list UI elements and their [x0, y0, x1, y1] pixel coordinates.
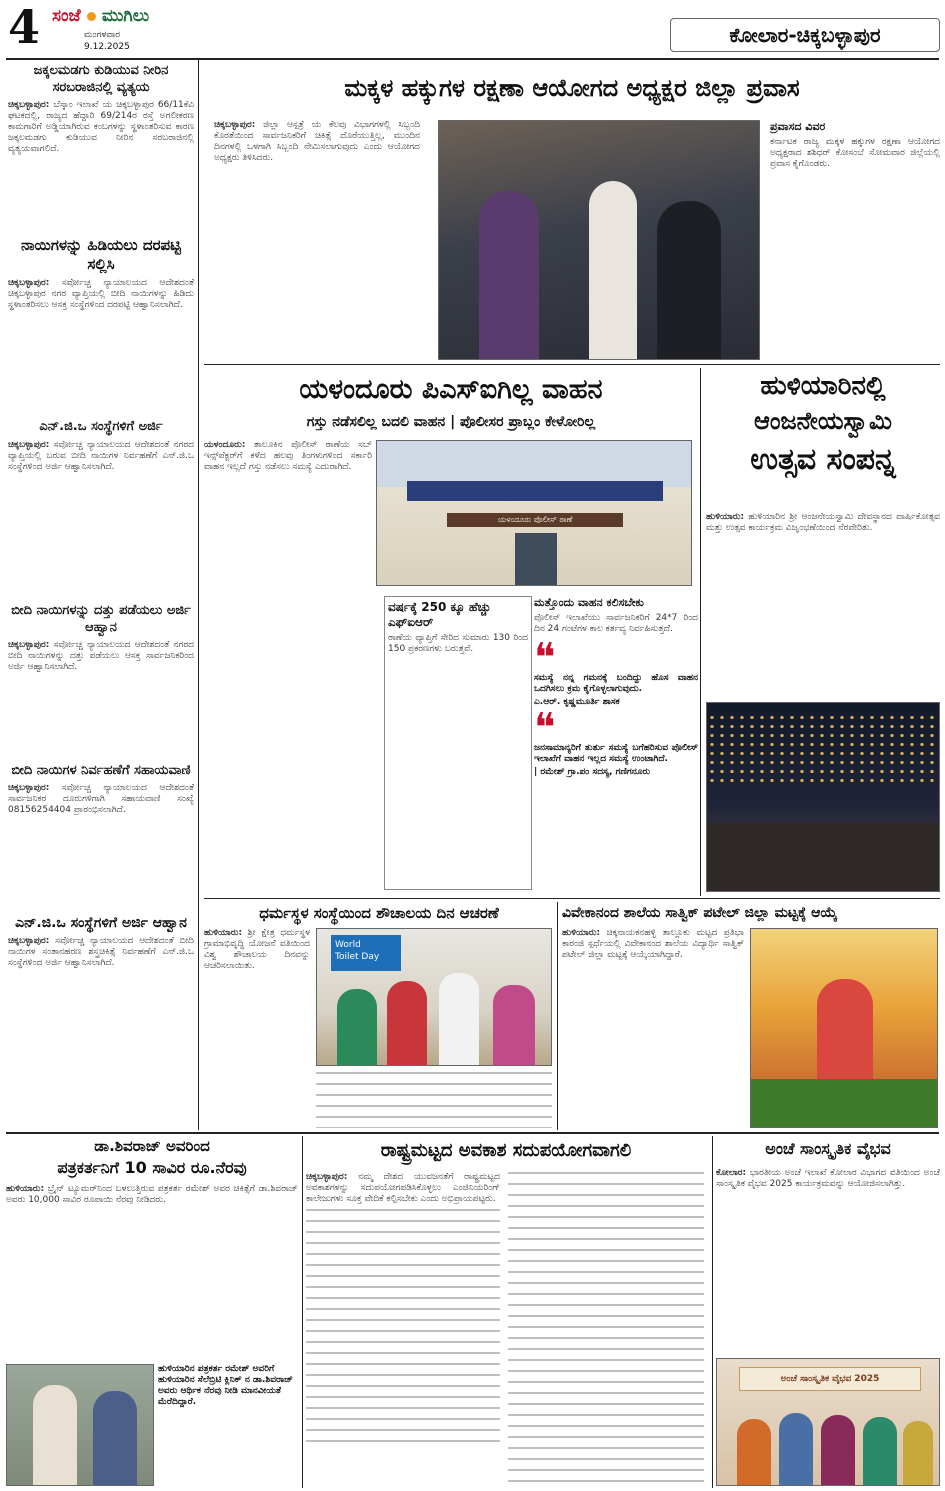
lower-rule [6, 1132, 939, 1134]
national-col-2 [508, 1172, 704, 1486]
person-figure [737, 1419, 771, 1486]
left-story-1-lead: ಬೆಸ್ಕಾಂ ಇಲಾಖೆ ಯ ಚಿಕ್ಕಬಳ್ಳಾಪುರ 66/11ಕೆವಿ ಘಟಕದಲ್ಲಿ, ರಾಜ್ಯದ ಹೆದ್ದಾರಿ 69/214ರ ರಸ್ತೆ ಅಗಲೀಕರಣ ಕಾಮಗಾರಿಗೆ ಅಡ್ಡಿಯಾಗಿರುವ ಕಂಬಗಳನ್ನು ಸ್ಥಳಾಂತರಿಸುವ ಕಾರಣ ಜಕ್ಕಲಮಡಗು ಕುಡಿಯುವ ನೀರಿನ ಸರಬರಾಜಿನಲ್ಲಿ ವ್ಯತ್ಯಯವಾಗಲಿದೆ. [8, 100, 194, 154]
left-story-5-headline: ಬೀದಿ ನಾಯಿಗಳ ನಿರ್ವಹಣೆಗೆ ಸಹಾಯವಾಣಿ [11, 763, 191, 778]
yelandur-box-1-text: ಠಾಣೆಯ ವ್ಯಾಪ್ತಿಗೆ ಸೇರಿದ ಸುಮಾರು 130 ರಿಂದ 150 ಪ್ರಕರಣಗಳು ಬರುತ್ತವೆ. [388, 633, 528, 654]
lead-dateline: ಚಿಕ್ಕಬಳ್ಳಾಪುರ: [214, 120, 256, 130]
yelandur-box-2 [534, 596, 698, 892]
left-story-1-headline: ಜಕ್ಕಲಮಡಗು ಕುಡಿಯುವ ನೀರಿನ ಸರಬರಾಜಿನಲ್ಲಿ ವ್ಯತ್ಯಯ [33, 63, 169, 95]
culture-banner: ಅಂಚೆ ಸಾಂಸ್ಕೃತಿಕ ವೈಭವ 2025 [739, 1367, 921, 1391]
lead-sidebar-text: ಕರ್ನಾಟಕ ರಾಜ್ಯ ಮಕ್ಕಳ ಹಕ್ಕುಗಳ ರಕ್ಷಣಾ ಆಯೋಗದ ಅಧ್ಯಕ್ಷರಾದ ಶಶಿಧರ್ ಕೋಸಂಬೆ ಸೋಮವಾರ ಜಿಲ್ಲೆಯಲ್ಲಿ ಪ್ರವಾಸ ಕೈಗೊಂಡರು. [770, 137, 940, 169]
vivekananda-body [562, 928, 744, 1128]
lead-headline: ಮಕ್ಕಳ ಹಕ್ಕುಗಳ ರಕ್ಷಣಾ ಆಯೋಗದ ಅಧ್ಯಕ್ಷರ ಜಿಲ್ಲಾ ಪ್ರವಾಸ [344, 74, 800, 102]
huliyar-story [706, 368, 940, 896]
police-station-photo [376, 440, 692, 586]
lead-sidebar [770, 120, 940, 360]
section-label: ಕೋಲಾರ-ಚಿಕ್ಕಬಳ್ಳಾಪುರ [670, 18, 940, 52]
left-story-5-body [8, 783, 194, 816]
left-story-6 [8, 914, 194, 1124]
left-story-5-dateline: ಚಿಕ್ಕಬಳ್ಳಾಪುರ: [8, 783, 50, 793]
person-figure [863, 1417, 897, 1486]
lead-bottom-rule [204, 364, 940, 365]
person-figure [821, 1415, 855, 1486]
crowd-figure [657, 201, 721, 360]
logo-right: ಮುಗಿಲು [101, 6, 150, 26]
yelandur-box-2-text: ಪೊಲೀಸ್ ಇಲಾಖೆಯು ಸಾರ್ವಜನಿಕರಿಗೆ 24*7 ರಿಂದ ದಿನ 24 ಗಂಟೆಗಳ ಕಾಲ ಕರ್ತವ್ಯ ನಿರ್ವಹಿಸುತ್ತದೆ. [534, 613, 698, 634]
shivaraj-lead: ಬ್ರೈನ್ ಟ್ಯೂಮರ್‌ನಿಂದ ಬಳಲುತ್ತಿರುವ ಪತ್ರಕರ್ತ ರಮೇಶ್ ಅವರ ಚಿಕಿತ್ಸೆಗೆ ಡಾ.ಶಿವರಾಜ್ ಅವರು 10,000 ಸಾವಿರ ರೂಪಾಯಿ ನೆರವು ನೀಡಿದರು. [6, 1184, 298, 1205]
national-body [306, 1172, 500, 1486]
left-story-3-body [8, 440, 194, 473]
left-story-4-headline: ಬೀದಿ ನಾಯಿಗಳನ್ನು ದತ್ತು ಪಡೆಯಲು ಅರ್ಜಿ ಆಹ್ವಾನ [11, 603, 191, 635]
culture-body [716, 1168, 940, 1354]
banner-line-1: World [335, 940, 361, 950]
person-figure [337, 989, 377, 1066]
left-story-6-lead: ಸರ್ವೋಚ್ಚ ನ್ಯಾಯಾಲಯದ ಆದೇಶದಂತೆ ಬೀದಿ ನಾಯಿಗಳ ಸಂತಾನಹರಣ ಶಸ್ತ್ರಚಿಕಿತ್ಸೆ ನಿರ್ವಹಣೆಗೆ ಎನ್.ಜಿ.ಒ ಸಂಸ್ಥೆಗಳಿಂದ ಅರ್ಜಿ ಆಹ್ವಾನಿಸಲಾಗಿದೆ. [8, 936, 194, 968]
shivaraj-dateline: ಹುಳಿಯಾರು: [6, 1184, 45, 1194]
left-story-1-body [8, 100, 194, 155]
shivaraj-body [6, 1184, 298, 1314]
dharmasthala-text-block [316, 1072, 552, 1128]
left-column-rule [198, 60, 199, 1130]
left-story-3-dateline: ಚಿಕ್ಕಬಳ್ಳಾಪುರ: [8, 440, 50, 450]
yelandur-quote-2: ಜನಸಾಮಾನ್ಯರಿಗೆ ತುರ್ತು ಸಮಸ್ಯೆ ಬಗೆಹರಿಸುವ ಪೊಲೀಸ್ ಇಲಾಖೆಗೆ ವಾಹನ ಇಲ್ಲದ ಸಮಸ್ಯೆ ಉಂಟಾಗಿದೆ. [534, 743, 698, 764]
person-figure [903, 1421, 933, 1486]
culture-headline: ಅಂಚೆ ಸಾಂಸ್ಕೃತಿಕ ವೈಭವ [765, 1139, 891, 1158]
banner-line-2: Toilet Day [335, 952, 380, 962]
culture-photo [716, 1358, 940, 1486]
left-story-5 [8, 762, 194, 912]
lead-lead: ಜಿಲ್ಲಾ ಆಸ್ಪತ್ರೆ ಯ ಕೆಲವು ವಿಭಾಗಗಳಲ್ಲಿ ಸಿಬ್ಬಂದಿ ಕೊರತೆಯಿಂದ ಸಾರ್ವಜನಿಕರಿಗೆ ಚಿಕಿತ್ಸೆ ದೊರೆಯುತ್ತಿಲ್ಲ, ಮುಂದಿನ ದಿನಗಳಲ್ಲಿ ಒಳಗಾಗಿ ಸಿಬ್ಬಂದಿ ನೇಮಿಸಲಾಗುವುದು ಎಂದು ಆಯೋಗದ ಅಧ್ಯಕ್ಷರು ತಿಳಿಸಿದರು. [214, 120, 420, 163]
culture-dateline: ಕೋಲಾರ: [716, 1168, 747, 1178]
quote-mark-icon: ❝ [534, 635, 556, 681]
donation-caption: ಹುಳಿಯಾರಿನ ಪತ್ರಕರ್ತ ರಮೇಶ್ ಅವರಿಗೆ ಹುಳಿಯಾರಿನ ಸೆಲೆಬ್ರಿಟಿ ಕ್ಲಿನಿಕ್ ನ ಡಾ.ಶಿವರಾಜ್ ಅವರು ಆರ್ಥಿಕ ನೆರವು ನೀಡಿ ಮಾನವೀಯತೆ ಮೆರೆದಿದ್ದಾರೆ. [158, 1364, 293, 1407]
left-story-2-headline: ನಾಯಿಗಳನ್ನು ಹಿಡಿಯಲು ದರಪಟ್ಟಿ ಸಲ್ಲಿಸಿ [20, 236, 181, 273]
flower-decoration [751, 1079, 938, 1128]
yelandur-story [204, 368, 698, 896]
weekday: ಮಂಗಳವಾರ [84, 30, 121, 40]
left-story-4-dateline: ಚಿಕ್ಕಬಳ್ಳಾಪುರ: [8, 640, 50, 650]
yelandur-box-1 [384, 596, 532, 890]
left-story-6-headline: ಎನ್.ಜಿ.ಒ ಸಂಸ್ಥೆಗಳಿಗೆ ಅರ್ಜಿ ಆಹ್ವಾನ [15, 915, 187, 931]
quote-mark-icon: ❝ [534, 705, 556, 751]
culture-story [716, 1136, 940, 1488]
left-story-2-dateline: ಚಿಕ್ಕಬಳ್ಳಾಪುರ: [8, 278, 50, 288]
page-number: 4 [8, 0, 41, 54]
article-text-lines [306, 1209, 500, 1449]
shivaraj-headline-2: ಪತ್ರಕರ್ತನಿಗೆ 10 ಸಾವಿರ ರೂ.ನೆರವು [57, 1158, 247, 1177]
yelandur-subheadline: ಗಸ್ತು ನಡೆಸಲಿಲ್ಲ ಬದಲಿ ವಾಹನ | ಪೊಲೀಸರ ಪ್ರಾಬ್ಲಂ ಕೇಳೋರಿಲ್ಲ [306, 414, 596, 430]
station-sign-text: ಯಳಂದೂರು ಪೊಲೀಸ್ ಠಾಣೆ [447, 513, 623, 527]
lead-photo [438, 120, 760, 360]
student-photo [750, 928, 938, 1128]
yelandur-body [204, 440, 372, 890]
crowd-figure [479, 191, 539, 360]
shivaraj-headline-1: ಡಾ.ಶಿವರಾಜ್ ಅವರಿಂದ [94, 1137, 210, 1155]
yelandur-quote-1: ಸಮಸ್ಯೆ ನನ್ನ ಗಮನಕ್ಕೆ ಬಂದಿದ್ದು ಹೊಸ ವಾಹನ ಒದಗಿಸಲು ಕ್ರಮ ಕೈಗೊಳ್ಳಲಾಗುವುದು. [534, 673, 698, 694]
left-story-2-body [8, 278, 194, 311]
masthead [0, 0, 945, 58]
donation-photo [6, 1364, 154, 1486]
person-figure [93, 1391, 137, 1486]
crowd-silhouette [707, 823, 940, 892]
left-story-2-lead: ಸರ್ವೋಚ್ಚ ನ್ಯಾಯಾಲಯದ ಆದೇಶದಂತೆ ಚಿಕ್ಕಬಳ್ಳಾಪುರ ನಗರ ವ್ಯಾಪ್ತಿಯಲ್ಲಿ ಬೀದಿ ನಾಯಿಗಳನ್ನು ಹಿಡಿದು ಸ್ಥಳಾಂತರಿಸಲು ಆಸಕ್ತ ಸಂಸ್ಥೆಗಳಿಂದ ದರಪಟ್ಟಿ ಆಹ್ವಾನಿಸಲಾಗಿದೆ. [8, 278, 194, 310]
header-rule [6, 58, 939, 60]
vivekananda-column-rule [557, 902, 558, 1130]
logo-left: ಸಂಜೆ [52, 6, 81, 26]
person-figure [387, 981, 427, 1066]
lead-story [204, 62, 940, 362]
left-story-5-lead: ಸರ್ವೋಚ್ಚ ನ್ಯಾಯಾಲಯದ ಆದೇಶದಂತೆ ಸಾರ್ವಜನಿಕರ ದೂರುಗಳಿಗಾಗಿ ಸಹಾಯವಾಣಿ ಸಂಖ್ಯೆ 08156254404 ಪ್ರಾರಂಭಿಸಲಾಗಿದೆ. [8, 783, 194, 815]
dharmasthala-story [204, 902, 554, 1130]
huliyar-lead: ಹುಳಿಯಾರಿನ ಶ್ರೀ ಆಂಜನೇಯಸ್ವಾಮಿ ದೇವಸ್ಥಾನದ ವಾರ್ಷಿಕೋತ್ಸವ ಮತ್ತು ಉತ್ಸವ ಕಾರ್ಯಕ್ರಮ ವಿಜೃಂಭಣೆಯಿಂದ ನೆರವೇರಿತು. [706, 512, 940, 533]
national-story [306, 1136, 706, 1488]
huliyar-headline-2: ಆಂಜನೇಯಸ್ವಾಮಿ [754, 407, 892, 435]
crowd-figure [589, 181, 637, 360]
festival-lights [707, 713, 940, 783]
left-story-6-body [8, 936, 194, 969]
yelandur-box-1-title: ವರ್ಷಕ್ಕೆ 250 ಕ್ಕೂ ಹೆಚ್ಚು ಎಫ್‌ಐಆರ್ [388, 600, 491, 629]
left-story-3-lead: ಸರ್ವೋಚ್ಚ ನ್ಯಾಯಾಲಯದ ಆದೇಶದಂತೆ ನಗರದ ವ್ಯಾಪ್ತಿಯಲ್ಲಿ ಬರುವ ಬೀದಿ ನಾಯಿಗಳ ನಿರ್ವಹಣೆಗೆ ಎನ್.ಜಿ.ಒ ಸಂಸ್ಥೆಗಳಿಂದ ಅರ್ಜಿ ಆಹ್ವಾನಿಸಲಾಗಿದೆ. [8, 440, 194, 472]
left-story-3 [8, 418, 194, 600]
left-story-6-dateline: ಚಿಕ್ಕಬಳ್ಳಾಪುರ: [8, 936, 50, 946]
huliyar-headline-1: ಹುಳಿಯಾರಿನಲ್ಲಿ [760, 371, 886, 401]
sun-icon [87, 12, 96, 21]
national-lead: ನಮ್ಮ ದೇಶದ ಯುವಜನತೆಗೆ ರಾಷ್ಟ್ರಮಟ್ಟದ ಅವಕಾಶಗಳನ್ನು ಸದುಪಯೋಗಪಡಿಸಿಕೊಳ್ಳಲು ಎಂಜಿನಿಯರಿಂಗ್ ಕಾಲೇಜುಗಳು ಸೂಕ್ತ ವೇದಿಕೆ ಕಲ್ಪಿಸಬೇಕು ಎಂದು ಅಭಿಪ್ರಾಯಪಟ್ಟರು. [306, 1172, 500, 1204]
left-story-4 [8, 602, 194, 760]
vivekananda-story [562, 902, 940, 1130]
yelandur-dateline: ಯಳಂದೂರು: [204, 440, 246, 450]
yelandur-lead: ತಾಲೂಕಿನ ಪೊಲೀಸ್ ಠಾಣೆಯ ಸಬ್ ಇನ್ಸ್‌ಪೆಕ್ಟರ್‌ಗೆ ಕಳೆದ ಹಲವು ತಿಂಗಳುಗಳಿಂದ ಸರ್ಕಾರಿ ವಾಹನ ಇಲ್ಲದೆ ಗಸ್ತು ನಡೆಸಲು ಸಮಸ್ಯೆ ಎದುರಾಗಿದೆ. [204, 440, 372, 472]
culture-column-rule [712, 1136, 713, 1488]
huliyar-dateline: ಹುಳಿಯಾರು: [706, 512, 745, 522]
national-column-rule [302, 1136, 303, 1488]
huliyar-column-rule [700, 368, 701, 896]
left-story-2 [8, 236, 194, 416]
huliyar-headline-3: ಉತ್ಸವ ಸಂಪನ್ನ [750, 442, 896, 477]
person-figure [493, 985, 535, 1066]
left-story-3-headline: ಎನ್.ಜಿ.ಒ ಸಂಸ್ಥೆಗಳಿಗೆ ಅರ್ಜಿ [39, 419, 163, 434]
yelandur-quote-2-by: | ರಮೇಶ್ ಗ್ರಾ.ಪಂ ಸದಸ್ಯ, ಗಣಿಗನೂರು [534, 767, 651, 777]
station-door [515, 533, 557, 586]
yelandur-headline: ಯಳಂದೂರು ಪಿಎಸ್‌ಐಗಿಲ್ಲ ವಾಹನ [299, 374, 603, 405]
station-sign [407, 481, 663, 501]
left-story-1 [8, 62, 194, 234]
lead-sidebar-title: ಪ್ರವಾಸದ ವಿವರ [770, 120, 826, 133]
huliyar-body [706, 512, 940, 692]
lead-body [214, 120, 420, 360]
culture-lead: ಭಾರತೀಯ ಅಂಚೆ ಇಲಾಖೆ ಕೋಲಾರ ವಿಭಾಗದ ವತಿಯಿಂದ ಅಂಚೆ ಸಾಂಸ್ಕೃತಿಕ ವೈಭವ 2025 ಕಾರ್ಯಕ್ರಮವನ್ನು ಆಯೋಜಿಸಲಾಗಿತ್ತು. [716, 1168, 940, 1189]
mid-rule [204, 898, 940, 899]
person-figure [779, 1413, 813, 1486]
student-figure [817, 979, 873, 1089]
toilet-day-photo [316, 928, 552, 1066]
article-text-lines [316, 1072, 552, 1128]
national-dateline: ಚಿಕ್ಕಬಳ್ಳಾಪುರ: [306, 1172, 348, 1182]
yelandur-quote-1-by: ಎ.ಆರ್. ಕೃಷ್ಣಮೂರ್ತಿ ಶಾಸಕ [534, 697, 620, 707]
world-toilet-day-banner [331, 935, 401, 971]
left-story-4-body [8, 640, 194, 673]
vivekananda-dateline: ಹುಳಿಯಾರು: [562, 928, 601, 938]
yelandur-box-2-title: ಮತ್ತೊಂದು ವಾಹನ ಕಲಿಸಬೇಕು [534, 596, 644, 609]
person-figure [33, 1385, 77, 1486]
left-story-4-lead: ಸರ್ವೋಚ್ಚ ನ್ಯಾಯಾಲಯದ ಆದೇಶದಂತೆ ನಗರದ ಬೀದಿ ನಾಯಿಗಳನ್ನು ದತ್ತು ಪಡೆಯಲು ಆಸಕ್ತ ಸಾರ್ವಜನಿಕರಿಂದ ಅರ್ಜಿ ಆಹ್ವಾನಿಸಲಾಗಿದೆ. [8, 640, 194, 672]
dharmasthala-lead: ಶ್ರೀ ಕ್ಷೇತ್ರ ಧರ್ಮಸ್ಥಳ ಗ್ರಾಮಾಭಿವೃದ್ಧಿ ಯೋಜನೆ ವತಿಯಿಂದ ವಿಶ್ವ ಶೌಚಾಲಯ ದಿನವನ್ನು ಆಚರಿಸಲಾಯಿತು. [204, 928, 310, 971]
dharmasthala-dateline: ಹುಳಿಯಾರು: [204, 928, 243, 938]
left-story-1-dateline: ಚಿಕ್ಕಬಳ್ಳಾಪುರ: [8, 100, 50, 110]
dharmasthala-body [204, 928, 310, 1128]
vivekananda-headline: ವಿವೇಕಾನಂದ ಶಾಲೆಯ ಸಾತ್ವಿಕ್ ಪಟೇಲ್ ಜಿಲ್ಲಾ ಮಟ್ಟಕ್ಕೆ ಆಯ್ಕೆ [562, 905, 838, 921]
person-figure [439, 973, 479, 1066]
shivaraj-story [6, 1136, 298, 1488]
national-headline: ರಾಷ್ಟ್ರಮಟ್ಟದ ಅವಕಾಶ ಸದುಪಯೋಗವಾಗಲಿ [380, 1140, 632, 1161]
dharmasthala-headline: ಧರ್ಮಸ್ಥಳ ಸಂಸ್ಥೆಯಿಂದ ಶೌಚಾಲಯ ದಿನ ಆಚರಣೆ [259, 904, 499, 922]
article-text-lines [508, 1172, 704, 1486]
utsava-photo [706, 702, 940, 892]
issue-date: 9.12.2025 [84, 42, 130, 52]
paper-logo [52, 6, 172, 30]
vivekananda-lead: ಚಿಕ್ಕನಾಯಕನಹಳ್ಳಿ ತಾಲ್ಲೂಕು ಮಟ್ಟದ ಪ್ರತಿಭಾ ಕಾರಂಜಿ ಸ್ಪರ್ಧೆಯಲ್ಲಿ ವಿವೇಕಾನಂದ ಶಾಲೆಯ ವಿದ್ಯಾರ್ಥಿ ಸಾತ್ವಿಕ್ ಪಟೇಲ್ ಜಿಲ್ಲಾ ಮಟ್ಟಕ್ಕೆ ಆಯ್ಕೆಯಾಗಿದ್ದಾರೆ. [562, 928, 744, 960]
